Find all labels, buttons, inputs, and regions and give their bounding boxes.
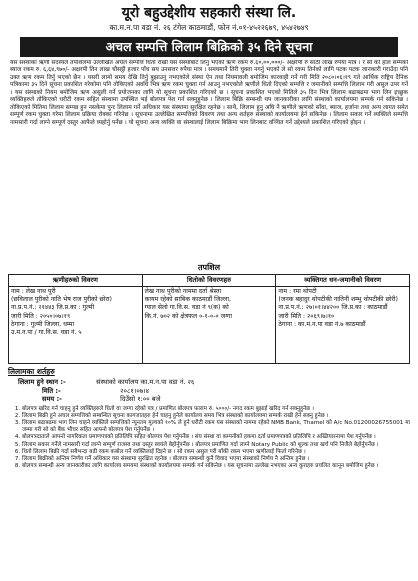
condition-item: 5. लिलाम सकार गर्नेले नामसारी गर्दा लाग्ने सम्पूर्ण राजस्व तथा दस्तुर स्वयंले बेहोर्नुपर्नेछ । बोलपत्र प्रमाणित गर्दा लाग्ने Notary Public को शुल्क तथा खर्च पनि निजैले बेहोर्नुपर्नेछ । <box>22 442 410 449</box>
date-label: मिति :- <box>42 386 61 395</box>
guarantor-line: जारी मिति : २०६९।७।१० <box>278 312 335 320</box>
auction-info <box>18 378 410 404</box>
guarantor-details <box>276 287 410 364</box>
condition-item: 6. धितो लिलाम बिक्री गर्दा सबैभन्दा बढी रकम कबोल गर्ने व्यक्तिलाई दिइने छ । सो रकम असुल गरी बाँकी रकम भएमा ऋणीलाई फिर्ता गरिनेछ । <box>22 449 410 456</box>
guarantor-column-header: व्यक्तिगत धन-जमानीको विवरण <box>276 275 410 287</box>
intro-text <box>10 60 408 260</box>
details-heading: तपशिल <box>197 263 221 272</box>
collateral-line: लेख नाथ पुरीको नाममा दर्ता श्रेस्ता <box>144 288 222 295</box>
details-row <box>9 287 410 364</box>
venue-value: संस्थाको कार्यालय का.म.न.पा वडा नं. २६ <box>96 378 195 386</box>
auction-date <box>42 387 410 396</box>
condition-item: 3. लिलाम बढाबढमा भाग लिन चाहने व्यक्तिले सम्पत्तिको न्यूनतम मूल्यको १०% ले हुने धरौटी रकम यस संस्थाको नाममा रहेको NMB Bank, Thamel को A/c No.01200026755001 मा जम्मा गरी सो को बैंक भौचर सहित आफ्नो बोलपत्र पेश गर्नुपर्नेछ । <box>22 420 410 434</box>
conditions-list <box>8 406 410 470</box>
condition-item: 2. लिलाम बिक्री हुने अचल सम्पत्तिको सम्बन्धित सूचना कागजातहरु हेर्न चाहनु हुनेले कार्यालय समय भित्र संस्थाको कार्यालयमा सम्पर्क राखी हेर्न सक्नु हुनेछ । <box>22 413 410 420</box>
organization-address: का.म.न.पा वडा नं. २६ टंगेल काठमाडौं, फोन नं.०१-४५२२६७९, ४५४२७४९ <box>109 23 309 32</box>
details-header-row <box>9 275 410 287</box>
notice-title: अचल सम्पत्ति लिलाम बिक्रिको ३५ दिने सूचना <box>20 37 398 57</box>
intro-paragraph: यस संस्थाका ऋणी सदस्यले तपशिलमा उल्लेखित अचल सम्पत्ति धितो राखी यस संस्थाबाट लिनु भएको ऋण रकम रु.६०,००,०००/- अक्षरेपी रु साठी लाख रुपैया मात्र । र सो को हाल सम्मको ब्याज रकम रु. ६,६४,९७०/- अक्षरपी तिन लाख चौसट्ठी हजार पाँच सय उनसत्तर रुपैया मात्र । समयमानै तिरी चुक्ता नगर्नु भएको ले सो रकम तिर्नको लागि पटक पटक जानकारी गराउँदा पनि उक्त ऋण रकम तिर्नु भएको छैन । यसरी लामो समय देखि तिर्नु बुझाउनु नभएकोले संस्था ऐन तथा नियमावली बमोजिम कारवाही गर्ने गरी मिति २०८०।०६।१९ गते आर्थिक राष्ट्रिय दैनिक पत्रिकामा ३५ दिने सूचना प्रकाशित गरेकोमा पनि तोकिएको अवधि भित्र ऋण रकम चुक्ता गर्न आउनु नभएकोले ऋणीले धितो दिएको सम्पत्ति र जमानीको सम्पत्ति लिलाम गरी असुल उपर गर्ने । <box>10 60 408 96</box>
borrower-line: जारी मिति : २०५०।०७।१९ <box>11 312 71 320</box>
condition-item: 7. लिलाम बिक्रीको अन्तिम निर्णय गर्ने अधिकार यस संस्थामा सुरक्षित रहनेछ । बोलपत्र सम्बन्धी कुनै विवाद भएमा संस्थाको निर्णय नै अन्तिम हुनेछ । <box>22 456 410 463</box>
collateral-details <box>142 287 276 364</box>
auction-venue <box>18 378 410 387</box>
time-value: दिउँसो १:०० बजे <box>120 395 161 404</box>
time-label: समय :- <box>42 395 62 404</box>
date-value: २०८१।०७।४ <box>120 386 150 395</box>
venue-label: लिलाम हुने स्थान :- <box>18 378 66 386</box>
borrower-line: ठेगाना : गुल्मी जिल्ला, धम्मा <box>11 320 75 328</box>
borrower-details <box>9 287 143 364</box>
condition-item: 8. बोलपत्र सम्बन्धी अन्य जानकारीका लागि कार्यालय समयमा संस्थाको कार्यालयमा सम्पर्क गर्न सकिनेछ । यस सूचनामा उल्लेख नभएका अन्य कुराहरु प्रचलित कानून बमोजिम हुनेछ । <box>22 463 410 470</box>
auction-time <box>42 395 410 404</box>
borrower-column-header: ऋणीहरुको विवरण <box>9 275 143 287</box>
collateral-line: कि.नं. ७०२ को क्षेत्रफल ०-१-०-० जग्गा <box>144 312 233 320</box>
borrower-line: ना.प्र.प.नं.: २१४४३ जि.प्र.का : गुल्मी <box>11 304 95 312</box>
intro-paragraph: साथै, लिलाम हुनु अघि नै ऋणीले ऋणको साँवा, ब्याज, हर्जाना तथा अन्य लागत समेत सम्पूर्ण रकम चुक्ता गरेमा लिलाम प्रक्रिया रोक्का गरिनेछ । सूचनामा उल्लेखित सम्पत्तिको विवरण तथा अन्य शर्तहरु संस्थाको कार्यालयमा हेर्न सकिनेछ । लिलाम सकार गर्ने व्यक्तिले सम्पत्ति नामसारी गर्दा लाग्ने सम्पूर्ण दस्तुर आफैले व्यहोर्नु पर्नेछ । यो सूचना अन्य व्यक्ति वा संस्थालाई लिलाम बिक्रिमा भाग लिनबाट वञ्चित गर्ने उद्देश्यले प्रकाशित गरिएको होइन । <box>10 104 408 126</box>
organization-name: यूरो बहुउद्देशीय सहकारी संस्था लि. <box>121 5 297 21</box>
auction-conditions-heading: लिलामका शर्तहरु <box>8 367 55 376</box>
condition-item: 4. बोलपत्रदाताले आफ्नो नागरिकता प्रमाणपत्रको प्रतिलिपि सहित बोलपत्र पेश गर्नुपर्नेछ । संघ संस्था वा कम्पनीको हकमा दर्ता प्रमाणपत्रको प्रतिलिपि र अख्तियारनामा पेश गर्नुपर्नेछ । <box>22 434 410 441</box>
guarantor-line: (जनक बहादुर थोपटीकी नातिनी शम्भु थोपटीकी छोरी) <box>278 296 398 304</box>
collateral-line: ग्याल सेलो गा.वि.स. वडा नं ९(क) को <box>144 304 229 312</box>
guarantor-line: ठेगाना : का.म.न.पा वडा नं.७ काठमाडौं <box>278 320 366 328</box>
borrower-line: नाम : लेख नाथ पुरी <box>11 288 56 295</box>
borrower-line: उ.म.न.पा / गा.वि.स. वडा नं. ५ <box>11 329 82 337</box>
guarantor-line: नाम : रमा थोपटी <box>278 288 317 295</box>
borrower-line: (छविलाल पुरीको नाति भेष राज पुरीको छोरा) <box>11 296 112 304</box>
collateral-column-header: धितोको विवरणहरु <box>142 275 276 287</box>
guarantor-line: ना.प्र.प.नं.: २७।०१।४४२०० जि.प्र.का : काठमाडौं <box>278 304 388 312</box>
details-table <box>8 274 410 364</box>
intro-paragraph: यस संस्थाको नियम बमोजिम ऋण असुली गर्ने प्रयोजनका लागि यो सूचना प्रकाशित गरिएको छ । सूचना प्रकाशित भएको मितिले ३५ दिन भित्र लिलाम बढाबढमा भाग लिन इच्छुक व्यक्तिहरुले तोकिएको धरौटी रकम सहित संस्थामा उपस्थित भई बोलपत्र पेश गर्न सक्नुहुनेछ । लिलाम बिक्रि सम्बन्धी थप जानकारीका लागि संस्थाको कार्यालयमा सम्पर्क गर्न सकिनेछ । तोकिएको मितिमा लिलाम सम्पन्न हुन नसकेमा पुनः लिलाम गर्ने अधिकार यस संस्थामा सुरक्षित रहनेछ । <box>10 89 408 111</box>
condition-item: 1. बोलपत्र खरिद गर्न चाहनु हुने व्यक्तिहरुले धितो वा जग्गा रहेको पत्र / प्रमाणित बोलपत्र फाराम रु. ५०००/- नगद रकम बुझाई खरिद गर्न सक्नुहुनेछ । <box>22 406 410 413</box>
collateral-line: कायम रहेको साबिक काठमाडौं जिल्ला, <box>144 296 231 304</box>
